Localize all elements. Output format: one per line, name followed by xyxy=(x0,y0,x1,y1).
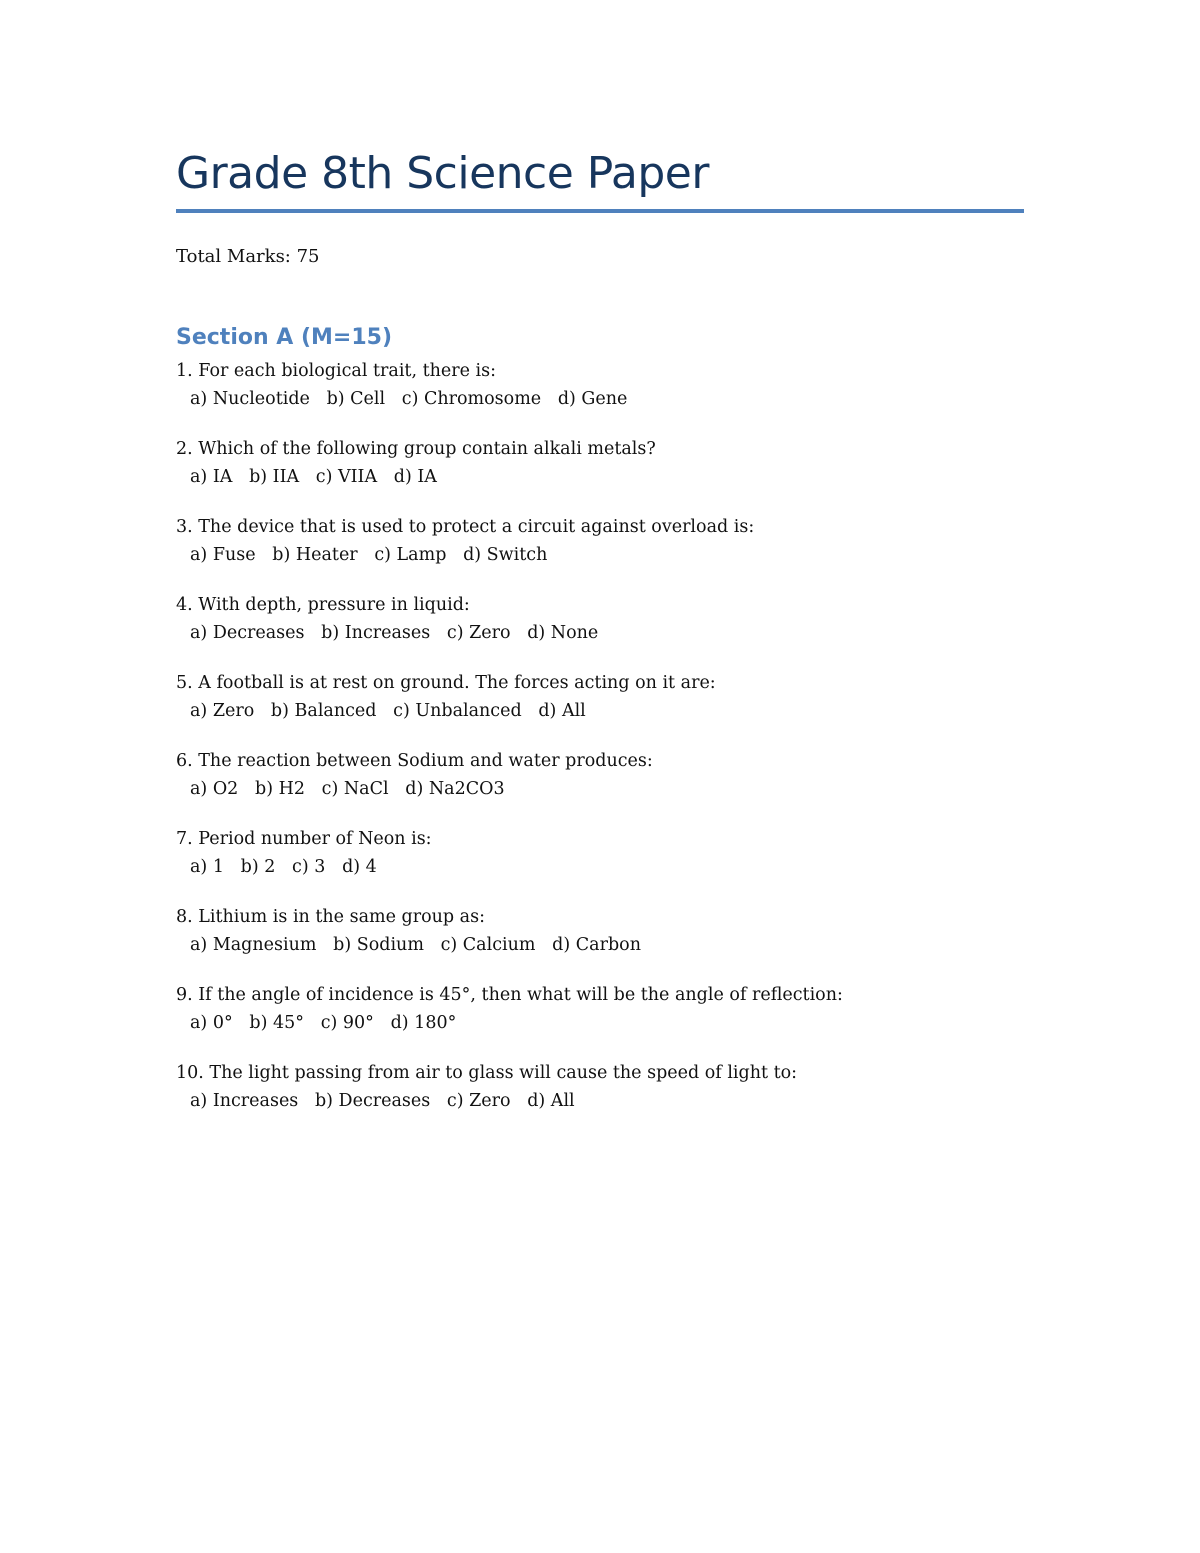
question-text: 2. Which of the following group contain alkali metals? xyxy=(176,439,656,459)
total-marks: Total Marks: 75 xyxy=(176,246,320,267)
question-options: a) Decreases b) Increases c) Zero d) None xyxy=(190,623,599,643)
question-options: a) Zero b) Balanced c) Unbalanced d) All xyxy=(190,701,586,721)
question-text: 6. The reaction between Sodium and water produces: xyxy=(176,751,653,771)
question-item xyxy=(176,435,1024,513)
question-text: 10. The light passing from air to glass will cause the speed of light to: xyxy=(176,1063,798,1083)
question-text: 9. If the angle of incidence is 45°, then what will be the angle of reflection: xyxy=(176,985,843,1005)
question-item xyxy=(176,1059,1024,1137)
question-text: 7. Period number of Neon is: xyxy=(176,829,432,849)
question-options: a) O2 b) H2 c) NaCl d) Na2CO3 xyxy=(190,779,505,799)
question-item xyxy=(176,669,1024,747)
question-text: 1. For each biological trait, there is: xyxy=(176,361,496,381)
question-list xyxy=(176,357,1024,1137)
question-options: a) 0° b) 45° c) 90° d) 180° xyxy=(190,1013,457,1033)
page-title: Grade 8th Science Paper xyxy=(176,148,709,199)
question-item xyxy=(176,903,1024,981)
question-item xyxy=(176,591,1024,669)
question-text: 8. Lithium is in the same group as: xyxy=(176,907,485,927)
question-options: a) 1 b) 2 c) 3 d) 4 xyxy=(190,857,377,877)
question-options: a) Fuse b) Heater c) Lamp d) Switch xyxy=(190,545,548,565)
question-item xyxy=(176,513,1024,591)
question-options: a) Increases b) Decreases c) Zero d) All xyxy=(190,1091,575,1111)
question-options: a) IA b) IIA c) VIIA d) IA xyxy=(190,467,437,487)
question-item xyxy=(176,747,1024,825)
section-heading: Section A (M=15) xyxy=(176,325,393,350)
question-item xyxy=(176,825,1024,903)
question-text: 4. With depth, pressure in liquid: xyxy=(176,595,470,615)
question-options: a) Nucleotide b) Cell c) Chromosome d) Gene xyxy=(190,389,628,409)
question-text: 3. The device that is used to protect a circuit against overload is: xyxy=(176,517,755,537)
question-item xyxy=(176,981,1024,1059)
question-text: 5. A football is at rest on ground. The forces acting on it are: xyxy=(176,673,716,693)
question-item xyxy=(176,357,1024,435)
title-underline xyxy=(176,209,1024,213)
question-options: a) Magnesium b) Sodium c) Calcium d) Carbon xyxy=(190,935,641,955)
